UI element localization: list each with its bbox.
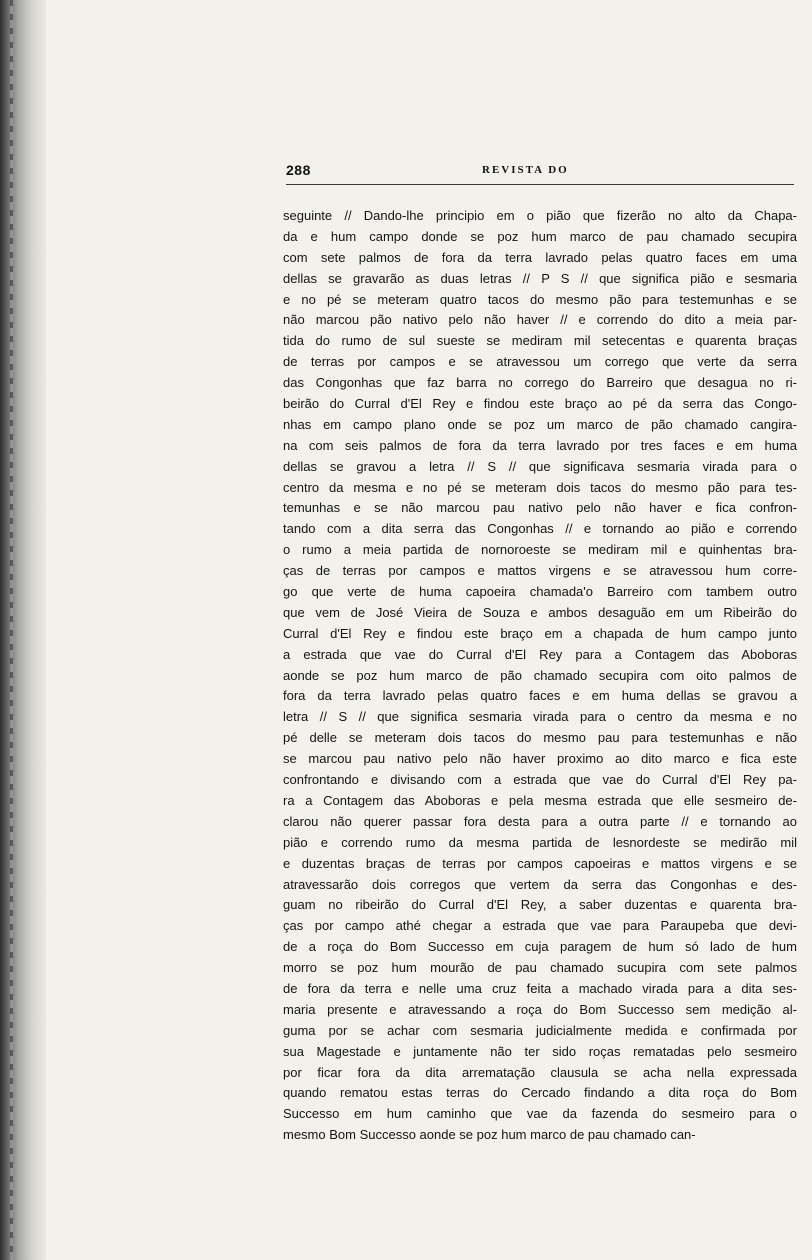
text-line: beirão do Curral d'El Rey e findou este braço ao pé da serra das Congo- xyxy=(283,396,797,412)
text-line: Successo em hum caminho que vae da fazenda do sesmeiro para o xyxy=(283,1106,797,1122)
text-line: o rumo a meia partida de nornoroeste se mediram mil e quinhentas bra- xyxy=(283,542,797,558)
text-line: ças por campo athé chegar a estrada que vae para Paraupeba que devi- xyxy=(283,918,797,934)
text-line: maria presente e atravessando a roça do Bom Successo sem medição al- xyxy=(283,1001,797,1017)
text-line: ças de terras por campos e mattos virgens e se atravessou hum corre- xyxy=(283,563,797,579)
text-line: ra a Contagem das Aboboras e pela mesma estrada que elle sesmeiro de- xyxy=(283,792,797,808)
text-line: clarou não querer passar fora desta para a outra parte // e tornando ao xyxy=(283,813,797,829)
text-line: temunhas e se não marcou pau nativo pelo não haver e fica confron- xyxy=(283,500,797,516)
text-line: sua Magestade e juntamente não ter sido roças rematadas pelo sesmeiro xyxy=(283,1043,797,1059)
text-line: dellas se gravou a letra // S // que significava sesmaria virada para o xyxy=(283,458,797,474)
text-line: de a roça do Bom Successo em cuja paragem de hum só lado de hum xyxy=(283,939,797,955)
text-line: tando com a dita serra das Congonhas // e tornando ao pião e correndo xyxy=(283,521,797,537)
text-line: das Congonhas que faz barra no corrego do Barreiro que desagua no ri- xyxy=(283,375,797,391)
text-line: fora da terra lavrado pelas quatro faces e em huma dellas se gravou a xyxy=(283,688,797,704)
page-header xyxy=(286,162,794,186)
text-line: Curral d'El Rey e findou este braço em a chapada de hum campo junto xyxy=(283,625,797,641)
text-line: de terras por campos e se atravessou um corrego que verte da serra xyxy=(283,354,797,370)
text-line: seguinte // Dando-lhe principio em o pião que fizerão no alto da Chapa- xyxy=(283,208,797,223)
text-line: por ficar fora da dita arrematação clausula se acha nella expressada xyxy=(283,1064,797,1080)
text-line: de fora da terra e nelle uma cruz feita a machado virada para a dita ses- xyxy=(283,980,797,996)
text-line: da e hum campo donde se poz hum marco de pau chamado secupira xyxy=(283,228,797,244)
text-line: e duzentas braças de terras por campos capoeiras e mattos virgens e se xyxy=(283,855,797,871)
text-line: guam no ribeirão do Curral d'El Rey, a saber duzentas e quarenta bra- xyxy=(283,897,797,913)
text-line: confrontando e divisando com a estrada que vae do Curral d'El Rey pa- xyxy=(283,772,797,788)
text-line: a estrada que vae do Curral d'El Rey para a Contagem das Aboboras xyxy=(283,646,797,662)
text-line: não marcou pão nativo pelo não haver // e correndo do dito a meia par- xyxy=(283,312,797,328)
text-line: dellas se gravarão as duas letras // P S // que significa pião e sesmaria xyxy=(283,270,797,286)
page-number: 288 xyxy=(286,162,311,178)
page-binding-edge xyxy=(0,0,46,1260)
text-line: que vem de José Vieira de Souza e ambos desaguão em um Ribeirão do xyxy=(283,604,797,620)
text-line: mesmo Bom Successo aonde se poz hum marco de pau chamado can- xyxy=(283,1127,696,1143)
running-title: REVISTA DO xyxy=(482,164,569,176)
text-line: se marcou pau nativo pelo não haver proximo ao dito marco e fica este xyxy=(283,751,797,767)
text-line: morro se poz hum mourão de pau chamado sucupira com sete palmos xyxy=(283,960,797,976)
text-line: quando rematou estas terras do Cercado findando a dita roça do Bom xyxy=(283,1085,797,1101)
text-line: atravessarão dois corregos que vertem da serra das Congonhas e des- xyxy=(283,876,797,892)
text-line: aonde se poz hum marco de pão chamado secupira com oito palmos de xyxy=(283,667,797,683)
text-line: centro da mesma e no pé se meteram dois tacos do mesmo pão para tes- xyxy=(283,479,797,495)
text-line: go que verte de huma capoeira chamada'o Barreiro com tambem outro xyxy=(283,584,797,600)
text-line: guma por se achar com sesmaria judicialmente medida e confirmada por xyxy=(283,1022,797,1038)
text-line: nhas em campo plano onde se poz um marco de pão chamado cangira- xyxy=(283,416,797,432)
body-text xyxy=(283,206,797,1146)
text-line: tida do rumo de sul sueste se mediram mil setecentas e quarenta braças xyxy=(283,333,797,349)
header-rule xyxy=(286,184,794,185)
text-line: com sete palmos de fora da terra lavrado pelas quatro faces em uma xyxy=(283,249,797,265)
text-line: e no pé se meteram quatro tacos do mesmo pão para testemunhas e se xyxy=(283,291,797,307)
text-line: pé delle se meteram dois tacos do mesmo pau para testemunhas e não xyxy=(283,730,797,746)
text-line: letra // S // que significa sesmaria virada para o centro da mesma e no xyxy=(283,709,797,725)
text-line: na com seis palmos de fora da terra lavrado por tres faces e em huma xyxy=(283,437,797,453)
text-line: pião e correndo rumo da mesma partida de lesnordeste se medirão mil xyxy=(283,834,797,850)
